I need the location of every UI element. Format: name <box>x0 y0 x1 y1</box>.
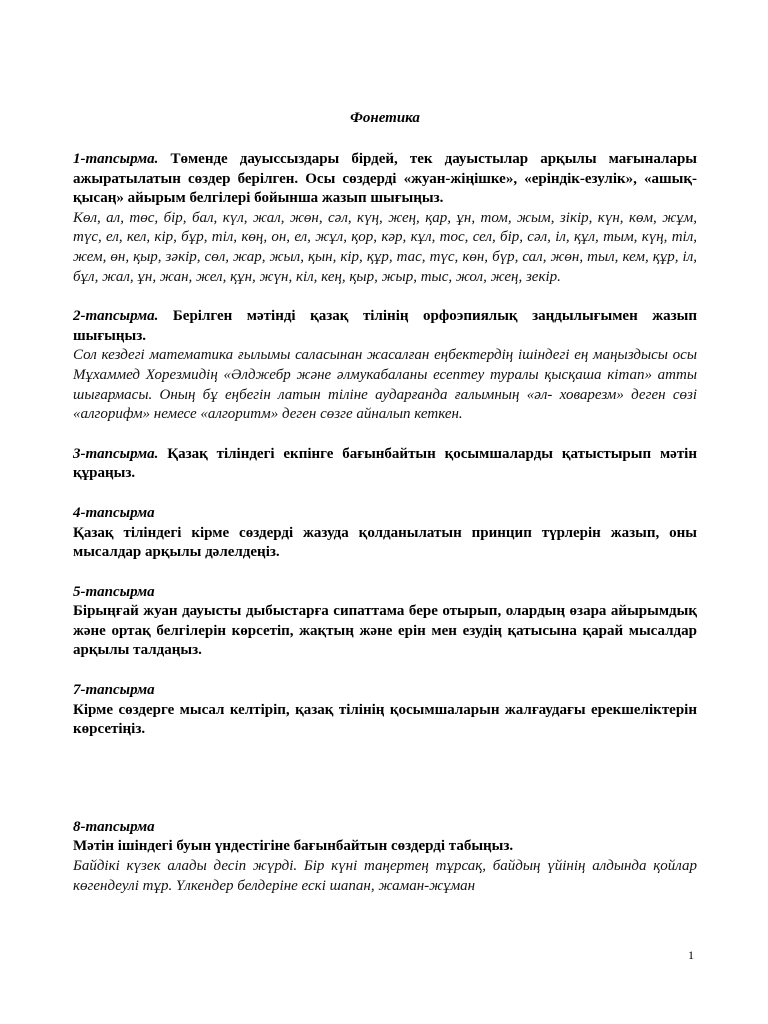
task-5-heading: 5-тапсырма <box>73 583 155 600</box>
task-2-instruction <box>73 307 697 346</box>
task-3-heading: 3-тапсырма. <box>73 445 159 462</box>
task-8 <box>73 818 697 896</box>
task-1-text: Төменде дауыссыздары бірдей, тек дауыстылар арқылы мағыналары ажыратылатын сөздер берілген. Осы сөздерді «жуан-жіңішке», «еріндік-езулік», «ашық-қысаң» айырым белгілері бойынша жазып шығыңыз. <box>73 151 697 207</box>
page-title: Фонетика <box>350 110 420 126</box>
task-4 <box>73 504 697 563</box>
task-2 <box>73 307 697 425</box>
task-7-heading: 7-тапсырма <box>73 682 155 699</box>
task-7 <box>73 681 697 740</box>
task-2-heading: 2-тапсырма. <box>73 308 159 325</box>
task-5 <box>73 583 697 661</box>
task-4-text: Қазақ тіліндегі кірме сөздерді жазуда қолданылатын принцип түрлерін жазып, оны мысалдар арқылы дәлелдеңіз. <box>73 524 697 561</box>
task-8-text: Мәтін ішіндегі буын үндестігіне бағынбайтын сөздерді табыңыз. <box>73 838 514 855</box>
task-1 <box>73 150 697 287</box>
page-number: 1 <box>688 948 694 962</box>
task-1-example: Көл, ал, төс, бір, бал, күл, жал, жөн, сәл, күң, жең, қар, ұн, том, жым, зікір, күн, көм, жұм, түс, ел, кел, кір, бұр, тіл, көң, он, ел, жұл, қор, кәр, кұл, тос, сел, бір, сәл, іл, құл, тым, күң, тіл, жем, өн, қыр, зәкір, сөл, жар, жыл, қын, кір, құр, тас, түс, көн, бүр, сал, жөн, тыл, кем, құр, іл, бұл, жал, ұн, жан, жел, құн, жүн, кіл, кең, қыр, жыр, тыс, жол, жең, зекір. <box>73 209 697 285</box>
document-page <box>73 110 697 896</box>
task-1-heading: 1-тапсырма. <box>73 151 159 167</box>
task-5-text: Бірыңғай жуан дауысты дыбыстарға сипаттама бере отырып, олардың өзара айырымдық және ортақ белгілерін көрсетіп, жақтың және ерін мен езудің қатысына қарай мысалдар арқылы талдаңыз. <box>73 603 697 659</box>
task-3 <box>73 445 697 484</box>
task-7-text: Кірме сөздерге мысал келтіріп, қазақ тілінің қосымшаларын жалғаудағы ерекшеліктерін көрсетіңіз. <box>73 701 697 738</box>
task-2-example: Сол кездегі математика ғылымы саласынан жасалған еңбектердің ішіндегі ең маңыздысы осы Мұхаммед Хорезмидің «Әлджебр және әлмукабаланы есептеу туралы қысқаша кітап» атты шығармасы. Оның бұ еңбегін латын тіліне аударғанда ғалымның «әл- ховарезм» деген сөзі «алгорифм» немесе «алгоритм» деген сөзге айналып кеткен. <box>73 347 697 423</box>
task-2-text: Берілген мәтінді қазақ тілінің орфоэпиялық заңдылығымен жазып шығыңыз. <box>73 308 697 344</box>
task-8-heading: 8-тапсырма <box>73 818 155 835</box>
task-3-instruction <box>73 445 697 484</box>
task-3-text: Қазақ тіліндегі екпінге бағынбайтын қосымшаларды қатыстырып мәтін құраңыз. <box>73 445 697 482</box>
task-8-example: Байдікі күзек алады десіп жүрді. Бір күні таңертең тұрсақ, байдың үйінің алдында қойлар көгендеулі тұр. Үлкендер белдеріне ескі шапан, жаман-жұман <box>73 858 697 894</box>
task-4-heading: 4-тапсырма <box>73 504 155 521</box>
task-1-instruction <box>73 150 697 209</box>
